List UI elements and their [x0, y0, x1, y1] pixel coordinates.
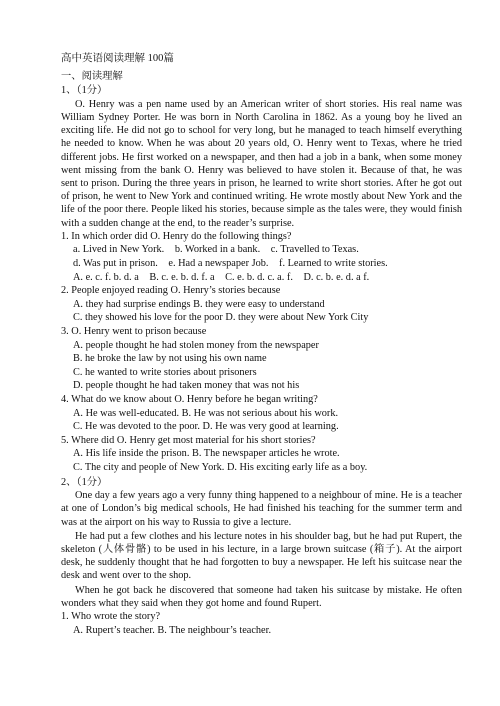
event-e: e. Had a newspaper Job.: [168, 258, 269, 269]
question-2: 2. People enjoyed reading O. Henry’s stories because: [61, 285, 281, 297]
passage-2-paragraph-2: He had put a few clothes and his lecture notes in his shoulder bag, but he had put Rupert, the skeleton (人体骨骼) to be used in his lecture, in a large brown suitcase (箱子). At the airport desk, he suddenly thought that he had forgotten to buy a newspaper. He left his suitcase near the desk and went over to the shop.: [61, 530, 462, 582]
question-2-options-cd: C. they showed his love for the poor D. they were about New York City: [73, 312, 369, 324]
choice-b: B. c. e. b. d. f. a: [149, 271, 215, 283]
question-5-block: [61, 434, 462, 475]
question-5: 5. Where did O. Henry get most material for his short stories?: [61, 434, 316, 446]
event-b: b. Worked in a bank.: [174, 244, 261, 256]
question-1: 1. In which order did O. Henry do the following things?: [61, 230, 292, 242]
document-title: 高中英语阅读理解 100篇: [61, 53, 174, 64]
question-5-options-cd: C. The city and people of New York. D. His exciting early life as a boy.: [73, 461, 368, 473]
question-4-options-ab: A. He was well-educated. B. He was not serious about his work.: [73, 407, 339, 419]
passage-2-question-1-options: A. Rupert’s teacher. B. The neighbour’s teacher.: [73, 624, 272, 636]
question-4-block: [61, 393, 462, 434]
question-3-option-a: A. people thought he had stolen money from the newspaper: [73, 339, 319, 351]
answer-choices-1: [73, 271, 462, 285]
question-2-options-ab: A. they had surprise endings B. they were easy to understand: [73, 298, 325, 310]
question-4-options-cd: C. He was devoted to the poor. D. He was very good at learning.: [73, 421, 339, 433]
passage-2-number: 2、（1分）: [61, 476, 108, 488]
event-a: a. Lived in New York.: [73, 244, 165, 256]
question-3-option-d: D. people thought he had taken money that was not his: [73, 380, 300, 392]
event-f: f. Learned to write stories.: [279, 258, 388, 269]
passage-2-question-1: 1. Who wrote the story?: [61, 610, 161, 622]
passage-2-paragraph-3: When he got back he discovered that someone had taken his suitcase by mistake. He often wonders what they said when they got home and found Rupert.: [61, 584, 462, 609]
choice-a: A. e. c. f. b. d. a: [73, 271, 139, 283]
question-3-option-b: B. he broke the law by not using his own name: [73, 353, 267, 365]
passage-2-question-1-block: [61, 610, 462, 637]
events-row-2: [73, 257, 462, 271]
section-heading: 一、阅读理解: [61, 70, 123, 82]
event-d: d. Was put in prison.: [73, 258, 158, 269]
question-5-options-ab: A. His life inside the prison. B. The newspaper articles he wrote.: [73, 448, 340, 460]
question-3-block: [61, 325, 462, 393]
question-3-option-c: C. he wanted to write stories about prisoners: [73, 366, 257, 378]
passage-1-text: O. Henry was a pen name used by an American writer of short stories. His real name was William Sydney Porter. He was born in North Carolina in 1862. As a young boy he lived an exciting life. He did not go to school for very long, but he managed to teach himself everything he needed to know. When he was about 20 years old, O. Henry went to Texas, where he tried different jobs. He first worked on a newspaper, and then had a job in a bank, when some money went missing from the bank O. Henry was believed to have stolen it. Because of that, he was sent to prison. During the three years in prison, he learned to write short stories. After he got out of prison, he went to New York and continued writing. He wrote mostly about New York and the life of the poor there. People liked his stories, because simple as the tales were, they would finish with a sudden change at the end, to the reader’s surprise.: [61, 98, 462, 229]
question-4: 4. What do we know about O. Henry before he began writing?: [61, 393, 318, 405]
choice-c: C. e. b. d. c. a. f.: [225, 271, 293, 283]
events-row-1: [73, 243, 462, 257]
question-2-block: [61, 284, 462, 325]
choice-d: D. c. b. e. d. a f.: [303, 271, 370, 283]
passage-2-paragraph-1: One day a few years ago a very funny thing happened to a neighbour of mine. He is a teacher at one of London’s big medical schools, He had finished his teaching for the summer term and was at the airport on his way to Russia to give a lecture.: [61, 490, 462, 528]
question-1-block: [61, 230, 462, 284]
event-c: c. Travelled to Texas.: [270, 244, 359, 256]
question-3: 3. O. Henry went to prison because: [61, 325, 207, 337]
passage-1-number: 1、（1分）: [61, 85, 108, 97]
